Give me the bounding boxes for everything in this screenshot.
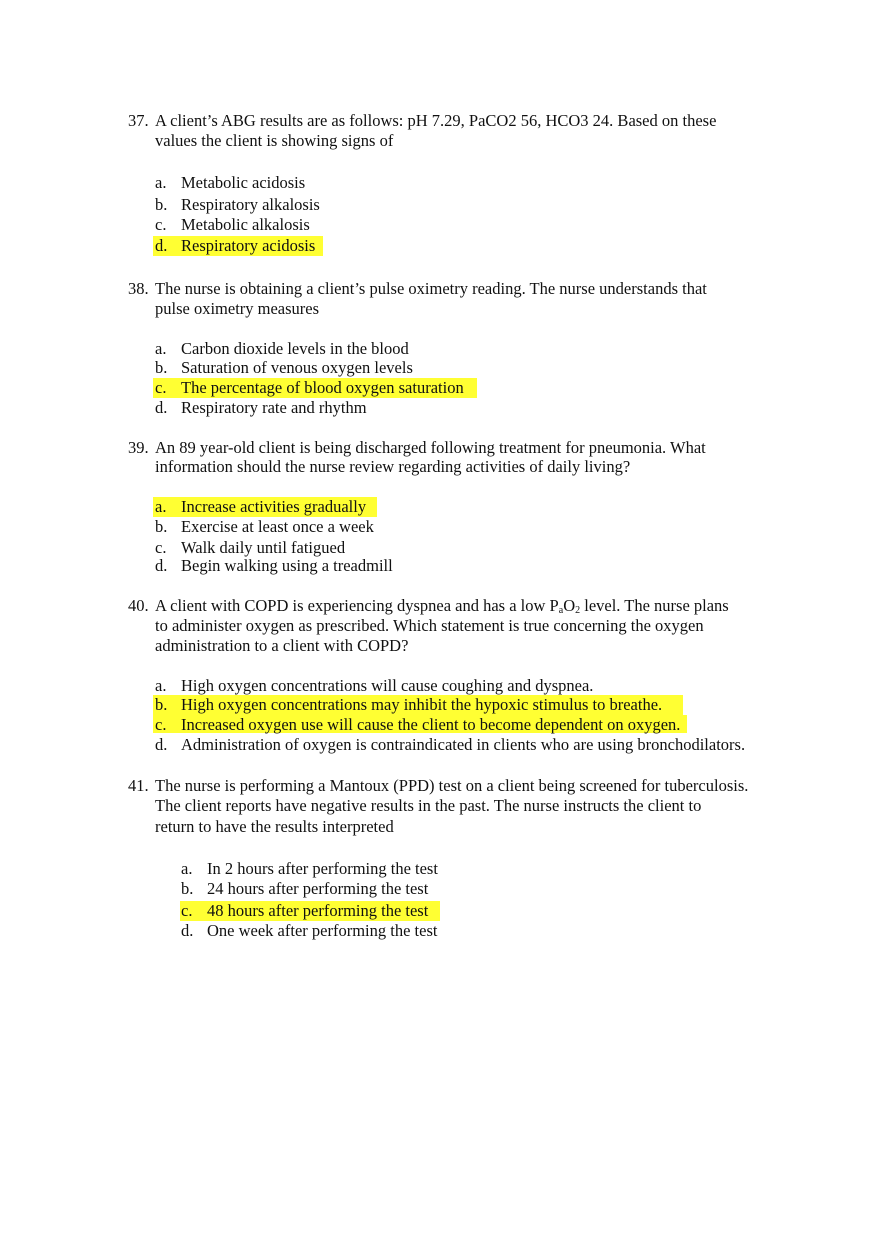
option-letter: b. [155,358,168,377]
option-text: Begin walking using a treadmill [181,556,393,575]
question-text-line: An 89 year-old client is being discharged following treatment for pneumonia. What [155,438,706,457]
option-text: 24 hours after performing the test [207,879,429,898]
question-number: 37. [128,111,149,130]
question-text-line: A client with COPD is experiencing dyspnea and has a low $P_aO_2$ level. The nurse plans [155,596,729,616]
option-text: Saturation of venous oxygen levels [181,358,413,377]
option-letter: d. [155,236,168,255]
question-text-line: return to have the results interpreted [155,817,394,836]
option-text: Exercise at least once a week [181,517,374,536]
question-text-line: The nurse is performing a Mantoux (PPD) test on a client being screened for tuberculosis. [155,776,749,795]
option-letter: b. [155,695,168,714]
question-text-line: The client reports have negative results in the past. The nurse instructs the client to [155,796,702,815]
option-text: Respiratory rate and rhythm [181,398,367,417]
option-letter: c. [155,215,167,234]
option-text: Increased oxygen use will cause the client to become dependent on oxygen. [181,715,681,734]
question-text-line: administration to a client with COPD? [155,636,409,655]
option-letter: c. [181,901,193,920]
option-text: Administration of oxygen is contraindicated in clients who are using bronchodilators. [181,735,746,754]
option-letter: a. [155,497,167,516]
option-letter: a. [155,676,167,695]
option-letter: c. [155,715,167,734]
option-letter: c. [155,378,167,397]
option-letter: d. [155,556,168,575]
question-text-line: pulse oximetry measures [155,299,320,318]
option-text: High oxygen concentrations will cause coughing and dyspnea. [181,676,594,695]
option-text: One week after performing the test [207,921,438,940]
option-letter: d. [181,921,194,940]
option-letter: a. [155,339,167,358]
option-text: The percentage of blood oxygen saturation [181,378,464,397]
option-text: Metabolic alkalosis [181,215,310,234]
option-letter: a. [155,173,167,192]
option-letter: b. [181,879,194,898]
question-number: 40. [128,596,149,615]
option-text: High oxygen concentrations may inhibit the hypoxic stimulus to breathe. [181,695,663,714]
question-number: 41. [128,776,149,795]
option-letter: a. [181,859,193,878]
option-text: Metabolic acidosis [181,173,306,192]
option-text: Carbon dioxide levels in the blood [181,339,409,358]
option-text: Increase activities gradually [181,497,367,516]
question-text-line: The nurse is obtaining a client’s pulse oximetry reading. The nurse understands that [155,279,707,298]
question-number: 39. [128,438,149,457]
option-text: In 2 hours after performing the test [207,859,438,878]
option-letter: b. [155,517,168,536]
option-letter: b. [155,195,168,214]
option-text: 48 hours after performing the test [207,901,429,920]
option-letter: c. [155,538,167,557]
question-text-line: values the client is showing signs of [155,131,394,150]
option-letter: d. [155,398,168,417]
question-number: 38. [128,279,149,298]
question-text-line: information should the nurse review regarding activities of daily living? [155,457,631,476]
option-letter: d. [155,735,168,754]
question-text-line: A client’s ABG results are as follows: pH 7.29, PaCO2 56, HCO3 24. Based on these [155,111,717,130]
option-text: Respiratory alkalosis [181,195,320,214]
question-text-line: to administer oxygen as prescribed. Which statement is true concerning the oxygen [155,616,704,635]
option-text: Respiratory acidosis [181,236,316,255]
option-text: Walk daily until fatigued [181,538,346,557]
